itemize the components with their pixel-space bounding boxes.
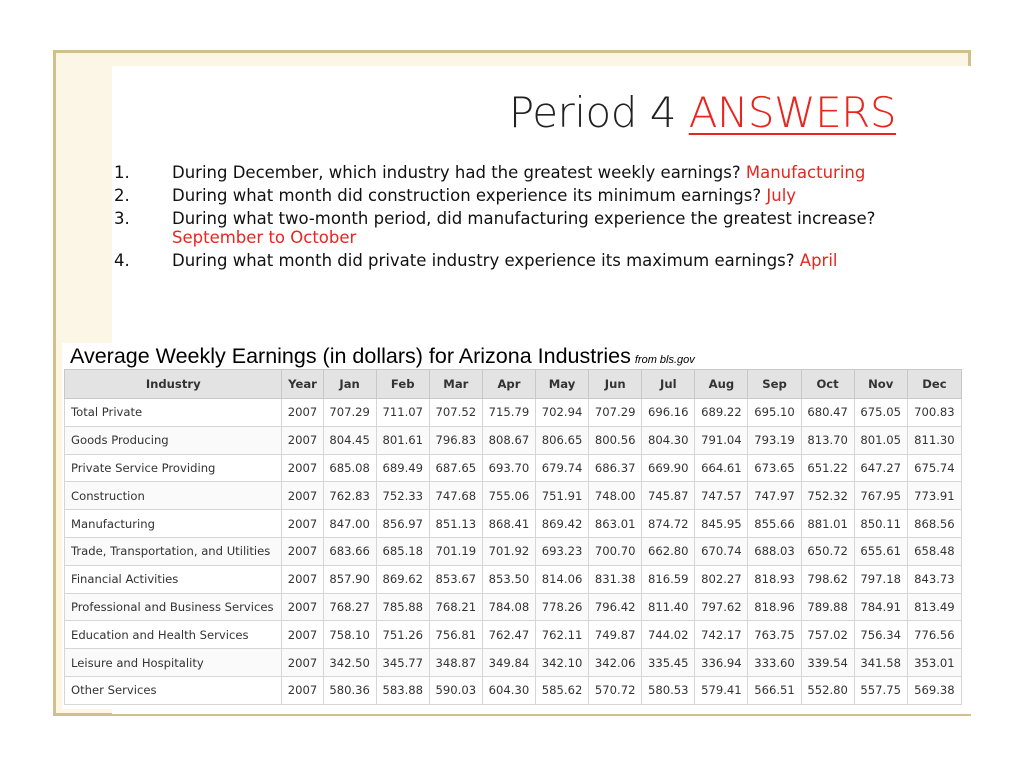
earnings-cell: 707.29 [323,399,376,427]
earnings-cell: 696.16 [642,399,695,427]
column-header: Sep [748,370,801,399]
earnings-cell: 756.81 [429,621,482,649]
table-body [65,399,962,705]
year-cell: 2007 [282,621,323,649]
earnings-cell: 806.65 [536,426,589,454]
earnings-cell: 695.10 [748,399,801,427]
earnings-cell: 353.01 [907,649,961,677]
earnings-cell: 745.87 [642,482,695,510]
column-header: Feb [376,370,429,399]
question-text: During what month did construction experience its minimum earnings? [172,186,767,205]
industry-cell: Leisure and Hospitality [65,649,282,677]
earnings-cell: 802.27 [695,565,748,593]
earnings-cell: 711.07 [376,399,429,427]
question-list [114,163,954,274]
earnings-cell: 579.41 [695,676,748,704]
column-header: Jul [642,370,695,399]
industry-cell: Private Service Providing [65,454,282,482]
earnings-cell: 797.62 [695,593,748,621]
earnings-cell: 845.95 [695,510,748,538]
table-row [65,649,962,677]
question-answer: July [766,186,797,205]
question-item [114,163,954,182]
earnings-cell: 797.18 [854,565,907,593]
year-cell: 2007 [282,426,323,454]
earnings-cell: 580.36 [323,676,376,704]
year-cell: 2007 [282,676,323,704]
earnings-cell: 570.72 [589,676,642,704]
earnings-cell: 742.17 [695,621,748,649]
earnings-cell: 685.08 [323,454,376,482]
earnings-cell: 757.02 [801,621,854,649]
earnings-cell: 689.22 [695,399,748,427]
earnings-cell: 566.51 [748,676,801,704]
question-text: During December, which industry had the greatest weekly earnings? [172,163,746,182]
column-header: Mar [429,370,482,399]
earnings-cell: 552.80 [801,676,854,704]
earnings-cell: 585.62 [536,676,589,704]
earnings-cell: 881.01 [801,510,854,538]
question-answer: Manufacturing [745,163,866,182]
earnings-cell: 687.65 [429,454,482,482]
earnings-cell: 342.06 [589,649,642,677]
industry-cell: Financial Activities [65,565,282,593]
earnings-cell: 342.10 [536,649,589,677]
earnings-cell: 675.74 [907,454,961,482]
column-header: Dec [907,370,961,399]
question-number: 4. [114,251,130,270]
table-source: from bls.gov [634,354,695,366]
earnings-cell: 752.33 [376,482,429,510]
earnings-cell: 758.10 [323,621,376,649]
industry-cell: Total Private [65,399,282,427]
earnings-cell: 756.34 [854,621,907,649]
earnings-cell: 813.49 [907,593,961,621]
earnings-cell: 683.66 [323,537,376,565]
earnings-cell: 345.77 [376,649,429,677]
question-answer: September to October [172,228,357,247]
table-row [65,537,962,565]
earnings-cell: 857.90 [323,565,376,593]
earnings-cell: 655.61 [854,537,907,565]
earnings-cell: 702.94 [536,399,589,427]
earnings-cell: 748.00 [589,482,642,510]
earnings-cell: 796.83 [429,426,482,454]
table-row [65,482,962,510]
industry-cell: Other Services [65,676,282,704]
earnings-cell: 768.27 [323,593,376,621]
industry-cell: Trade, Transportation, and Utilities [65,537,282,565]
earnings-cell: 818.96 [748,593,801,621]
earnings-cell: 818.93 [748,565,801,593]
earnings-cell: 651.22 [801,454,854,482]
year-cell: 2007 [282,454,323,482]
earnings-cell: 868.56 [907,510,961,538]
earnings-cell: 590.03 [429,676,482,704]
earnings-cell: 800.56 [589,426,642,454]
earnings-cell: 650.72 [801,537,854,565]
earnings-cell: 784.91 [854,593,907,621]
column-header: Jan [323,370,376,399]
earnings-cell: 680.47 [801,399,854,427]
table-row [65,676,962,704]
column-header: Apr [482,370,535,399]
title-accent: ANSWERS [688,88,896,137]
column-header: Jun [589,370,642,399]
earnings-cell: 762.83 [323,482,376,510]
earnings-cell: 707.52 [429,399,482,427]
earnings-cell: 700.70 [589,537,642,565]
industry-cell: Professional and Business Services [65,593,282,621]
column-header: Industry [65,370,282,399]
earnings-cell: 853.67 [429,565,482,593]
earnings-cell: 747.68 [429,482,482,510]
earnings-cell: 569.38 [907,676,961,704]
earnings-cell: 669.90 [642,454,695,482]
earnings-cell: 707.29 [589,399,642,427]
earnings-cell: 811.30 [907,426,961,454]
column-header: Nov [854,370,907,399]
earnings-cell: 798.62 [801,565,854,593]
earnings-cell: 744.02 [642,621,695,649]
year-cell: 2007 [282,565,323,593]
earnings-cell: 333.60 [748,649,801,677]
earnings-cell: 853.50 [482,565,535,593]
earnings-cell: 701.92 [482,537,535,565]
earnings-cell: 751.91 [536,482,589,510]
earnings-cell: 693.23 [536,537,589,565]
earnings-cell: 776.56 [907,621,961,649]
earnings-cell: 752.32 [801,482,854,510]
earnings-cell: 796.42 [589,593,642,621]
earnings-cell: 793.19 [748,426,801,454]
question-item [114,186,954,205]
earnings-cell: 762.11 [536,621,589,649]
earnings-cell: 335.45 [642,649,695,677]
earnings-cell: 869.62 [376,565,429,593]
earnings-cell: 763.75 [748,621,801,649]
year-cell: 2007 [282,537,323,565]
earnings-cell: 670.74 [695,537,748,565]
table-row [65,399,962,427]
question-item [114,251,954,270]
earnings-cell: 673.65 [748,454,801,482]
earnings-cell: 843.73 [907,565,961,593]
earnings-cell: 789.88 [801,593,854,621]
earnings-cell: 749.87 [589,621,642,649]
earnings-cell: 557.75 [854,676,907,704]
column-header: Year [282,370,323,399]
industry-cell: Goods Producing [65,426,282,454]
table-caption [62,343,962,369]
earnings-cell: 715.79 [482,399,535,427]
question-answer: April [799,251,838,270]
title-plain: Period 4 [508,88,689,137]
earnings-cell: 658.48 [907,537,961,565]
industry-cell: Manufacturing [65,510,282,538]
earnings-cell: 751.26 [376,621,429,649]
earnings-cell: 580.53 [642,676,695,704]
earnings-cell: 868.41 [482,510,535,538]
industry-cell: Construction [65,482,282,510]
earnings-cell: 747.97 [748,482,801,510]
earnings-cell: 811.40 [642,593,695,621]
column-header: Oct [801,370,854,399]
earnings-cell: 851.13 [429,510,482,538]
year-cell: 2007 [282,593,323,621]
earnings-cell: 762.47 [482,621,535,649]
earnings-cell: 813.70 [801,426,854,454]
question-item [114,209,954,247]
earnings-cell: 808.67 [482,426,535,454]
table-panel [62,369,974,709]
earnings-cell: 850.11 [854,510,907,538]
earnings-cell: 342.50 [323,649,376,677]
earnings-cell: 785.88 [376,593,429,621]
earnings-cell: 348.87 [429,649,482,677]
question-text: During what two-month period, did manufacturing experience the greatest increase? [172,209,876,228]
earnings-cell: 773.91 [907,482,961,510]
year-cell: 2007 [282,399,323,427]
table-row [65,454,962,482]
earnings-cell: 755.06 [482,482,535,510]
question-number: 1. [114,163,130,182]
earnings-cell: 604.30 [482,676,535,704]
earnings-cell: 647.27 [854,454,907,482]
earnings-cell: 791.04 [695,426,748,454]
column-header: May [536,370,589,399]
earnings-cell: 664.61 [695,454,748,482]
earnings-cell: 784.08 [482,593,535,621]
year-cell: 2007 [282,510,323,538]
question-text: During what month did private industry experience its maximum earnings? [172,251,800,270]
earnings-cell: 816.59 [642,565,695,593]
earnings-cell: 689.49 [376,454,429,482]
earnings-cell: 662.80 [642,537,695,565]
earnings-cell: 768.21 [429,593,482,621]
earnings-cell: 831.38 [589,565,642,593]
table-row [65,565,962,593]
earnings-cell: 801.05 [854,426,907,454]
table-header-row [65,370,962,399]
question-number: 2. [114,186,130,205]
slide-title [112,88,896,137]
question-number: 3. [114,209,130,228]
column-header: Aug [695,370,748,399]
earnings-cell: 686.37 [589,454,642,482]
earnings-cell: 685.18 [376,537,429,565]
earnings-cell: 349.84 [482,649,535,677]
earnings-cell: 847.00 [323,510,376,538]
table-row [65,510,962,538]
table-row [65,593,962,621]
earnings-cell: 804.30 [642,426,695,454]
earnings-cell: 814.06 [536,565,589,593]
earnings-cell: 778.26 [536,593,589,621]
table-row [65,426,962,454]
earnings-table [64,369,962,705]
industry-cell: Education and Health Services [65,621,282,649]
earnings-cell: 700.83 [907,399,961,427]
earnings-cell: 874.72 [642,510,695,538]
earnings-cell: 863.01 [589,510,642,538]
earnings-cell: 679.74 [536,454,589,482]
year-cell: 2007 [282,649,323,677]
earnings-cell: 767.95 [854,482,907,510]
table-row [65,621,962,649]
table-caption-text: Average Weekly Earnings (in dollars) for Arizona Industries [70,344,631,368]
earnings-cell: 856.97 [376,510,429,538]
earnings-cell: 336.94 [695,649,748,677]
earnings-cell: 801.61 [376,426,429,454]
earnings-cell: 855.66 [748,510,801,538]
earnings-cell: 688.03 [748,537,801,565]
earnings-cell: 804.45 [323,426,376,454]
earnings-cell: 747.57 [695,482,748,510]
earnings-cell: 341.58 [854,649,907,677]
earnings-cell: 339.54 [801,649,854,677]
earnings-cell: 701.19 [429,537,482,565]
earnings-cell: 693.70 [482,454,535,482]
earnings-cell: 583.88 [376,676,429,704]
earnings-cell: 675.05 [854,399,907,427]
earnings-cell: 869.42 [536,510,589,538]
year-cell: 2007 [282,482,323,510]
